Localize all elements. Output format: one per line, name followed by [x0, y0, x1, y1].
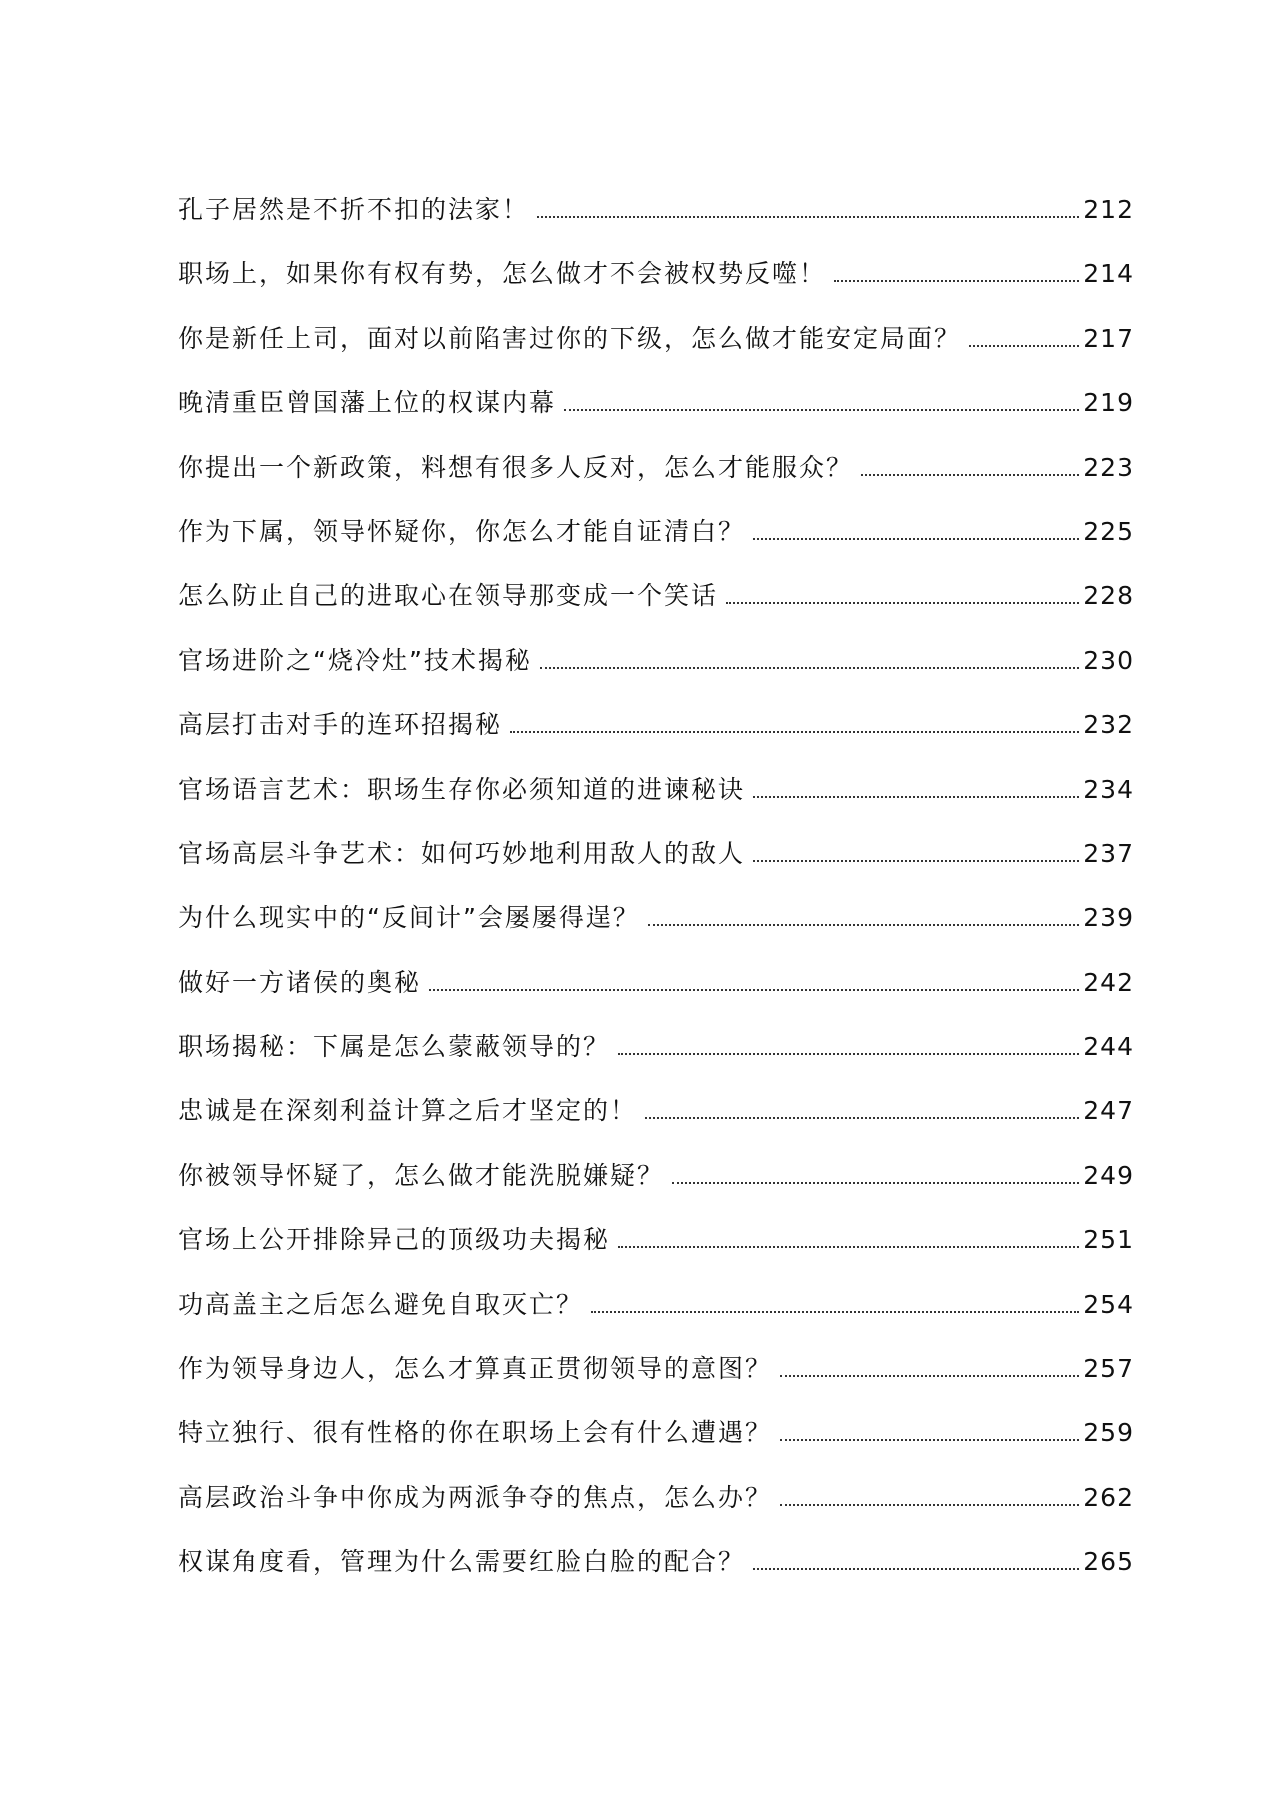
toc-entry-page-number: 265	[1083, 1547, 1134, 1577]
toc-entry	[178, 898, 1134, 962]
toc-entry-title: 作为下属，领导怀疑你，你怎么才能自证清白？	[178, 516, 746, 546]
toc-entry	[178, 383, 1134, 447]
toc-entry-title: 孔子居然是不折不扣的法家！	[178, 195, 530, 224]
toc-entry-title: 晚清重臣曾国藩上位的权谋内幕	[178, 388, 557, 418]
toc-entry-page-number: 247	[1083, 1096, 1134, 1126]
toc-entry	[178, 770, 1134, 834]
toc-entry	[178, 1349, 1134, 1413]
toc-entry-title: 官场高层斗争艺术：如何巧妙地利用敌人的敌人	[178, 838, 746, 868]
toc-entry-title: 官场进阶之“烧冷灶”技术揭秘	[178, 645, 532, 675]
toc-entry	[178, 1220, 1134, 1284]
toc-entry-title: 权谋角度看，管理为什么需要红脸白脸的配合？	[178, 1547, 746, 1577]
toc-entry-page-number: 237	[1083, 838, 1134, 868]
toc-entry	[178, 834, 1134, 898]
toc-entry-title: 你是新任上司，面对以前陷害过你的下级，怎么做才能安定局面？	[178, 323, 962, 353]
toc-entry-title: 官场语言艺术：职场生存你必须知道的进谏秘诀	[178, 774, 746, 804]
dot-leader	[780, 1375, 1079, 1377]
toc-entry-page-number: 223	[1083, 452, 1134, 482]
toc-entry-title: 高层打击对手的连环招揭秘	[178, 710, 503, 740]
dot-leader	[780, 1439, 1079, 1441]
toc-entry-title: 作为领导身边人，怎么才算真正贯彻领导的意图？	[178, 1354, 773, 1384]
toc-entry-page-number: 232	[1083, 710, 1134, 740]
toc-entry-page-number: 212	[1083, 195, 1134, 224]
dot-leader	[645, 1117, 1079, 1119]
toc-entry	[178, 1413, 1134, 1477]
dot-leader	[564, 409, 1079, 411]
toc-entry-title: 你提出一个新政策，料想有很多人反对，怎么才能服众？	[178, 452, 854, 482]
toc-entry-title: 官场上公开排除异己的顶级功夫揭秘	[178, 1225, 611, 1255]
toc-entry-page-number: 230	[1083, 645, 1134, 675]
toc-entry-title: 功高盖主之后怎么避免自取灭亡？	[178, 1289, 584, 1319]
toc-entry-page-number: 257	[1083, 1354, 1134, 1384]
toc-entry-page-number: 214	[1083, 259, 1134, 289]
toc-entry-page-number: 249	[1083, 1160, 1134, 1190]
dot-leader	[540, 667, 1079, 669]
toc-entry	[178, 1478, 1134, 1542]
toc-entry-page-number: 259	[1083, 1418, 1134, 1448]
toc-entry	[178, 641, 1134, 705]
toc-entry-title: 职场揭秘：下属是怎么蒙蔽领导的？	[178, 1032, 611, 1062]
toc-entry	[178, 1285, 1134, 1349]
toc-entry-title: 你被领导怀疑了，怎么做才能洗脱嫌疑？	[178, 1160, 665, 1190]
toc-entry	[178, 512, 1134, 576]
toc-entry-title: 职场上，如果你有权有势，怎么做才不会被权势反噬！	[178, 259, 827, 289]
toc-entry	[178, 705, 1134, 769]
toc-entry	[178, 190, 1134, 254]
dot-leader	[726, 602, 1079, 604]
dot-leader	[834, 280, 1079, 282]
dot-leader	[672, 1182, 1079, 1184]
toc-entry	[178, 576, 1134, 640]
toc-entry-page-number: 219	[1083, 388, 1134, 418]
toc-entry-page-number: 254	[1083, 1289, 1134, 1319]
dot-leader	[861, 474, 1079, 476]
toc-entry-page-number: 251	[1083, 1225, 1134, 1255]
toc-entry	[178, 1542, 1134, 1606]
dot-leader	[510, 731, 1079, 733]
toc-entry-title: 做好一方诸侯的奥秘	[178, 967, 422, 997]
toc-entry-page-number: 225	[1083, 516, 1134, 546]
toc-entry-title: 高层政治斗争中你成为两派争夺的焦点，怎么办？	[178, 1482, 773, 1512]
dot-leader	[537, 216, 1079, 218]
toc-entry-page-number: 228	[1083, 581, 1134, 611]
dot-leader	[753, 796, 1079, 798]
toc-entry-page-number: 244	[1083, 1032, 1134, 1062]
toc-entry-title: 特立独行、很有性格的你在职场上会有什么遭遇？	[178, 1418, 773, 1448]
table-of-contents	[178, 190, 1134, 1607]
toc-entry	[178, 963, 1134, 1027]
toc-entry	[178, 319, 1134, 383]
dot-leader	[753, 538, 1079, 540]
dot-leader	[780, 1504, 1079, 1506]
toc-entry-title: 为什么现实中的“反间计”会屡屡得逞？	[178, 903, 640, 933]
toc-entry	[178, 1091, 1134, 1155]
toc-entry	[178, 448, 1134, 512]
toc-entry	[178, 1156, 1134, 1220]
toc-entry-title: 忠诚是在深刻利益计算之后才坚定的！	[178, 1096, 638, 1126]
toc-entry-title: 怎么防止自己的进取心在领导那变成一个笑话	[178, 581, 719, 611]
dot-leader	[648, 924, 1079, 926]
dot-leader	[591, 1311, 1079, 1313]
dot-leader	[618, 1246, 1079, 1248]
dot-leader	[429, 989, 1079, 991]
dot-leader	[753, 1568, 1079, 1570]
toc-entry-page-number: 239	[1083, 903, 1134, 933]
toc-entry-page-number: 242	[1083, 967, 1134, 997]
toc-entry	[178, 1027, 1134, 1091]
toc-entry-page-number: 217	[1083, 323, 1134, 353]
dot-leader	[969, 345, 1079, 347]
toc-entry	[178, 254, 1134, 318]
dot-leader	[618, 1053, 1079, 1055]
toc-entry-page-number: 234	[1083, 774, 1134, 804]
dot-leader	[753, 860, 1079, 862]
toc-entry-page-number: 262	[1083, 1482, 1134, 1512]
